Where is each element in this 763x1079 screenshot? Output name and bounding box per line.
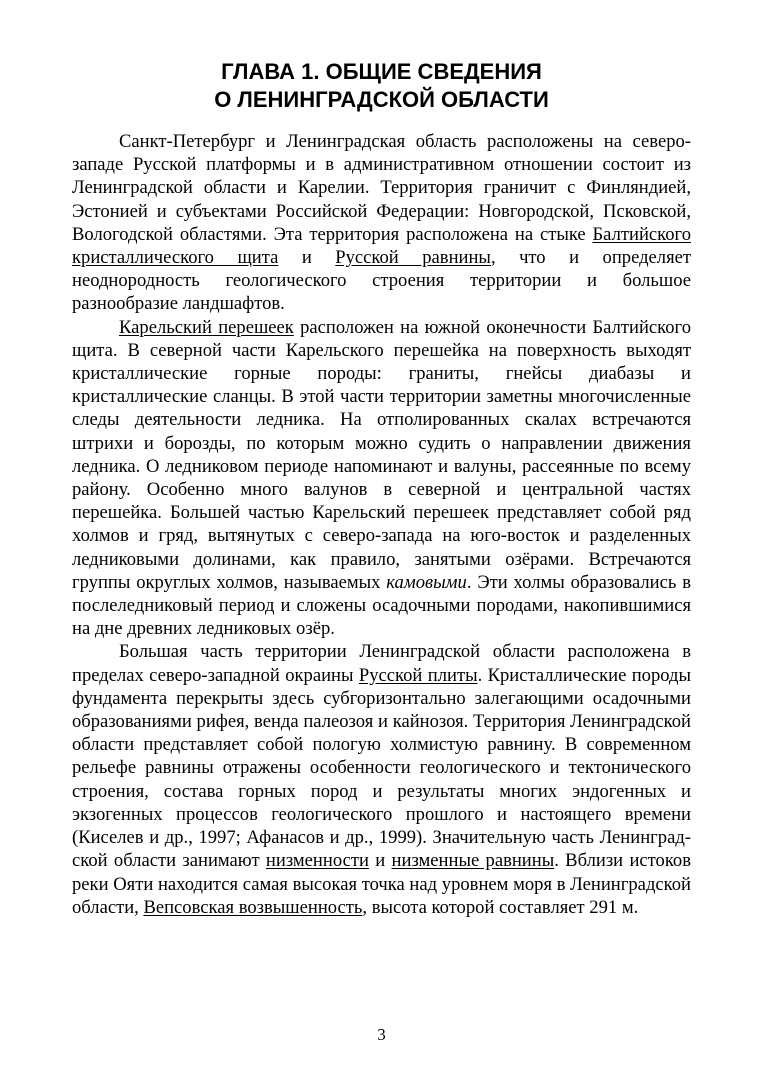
page-number: 3 — [377, 1025, 386, 1044]
link-lowland-plains[interactable]: низменные равнины — [391, 850, 555, 872]
chapter-body — [72, 130, 691, 919]
italic-term: камовыми — [386, 571, 467, 593]
paragraph-2 — [72, 316, 691, 641]
link-russian-plate[interactable]: Русской плиты — [358, 664, 478, 686]
text-run: . Вблизи истоков реки Ояти находится самая высокая точка над уровнем моря в Ленинградской области, — [72, 850, 691, 918]
text-run: . Кристаллические породы фундамента перекрыты здесь субгоризонтально залегающими осадочными образованиями рифея, венда палеозоя и кайнозоя. Территория Ленинградской области представляет собой пологую холмистую равнину. В современном рельефе равнины отражены особенности геологического и тектонического строения, состава горных пород и результаты многих эндогенных и экзогенных процессов геологического прошлого и настоящего времени (Киселев и др., 1997; Афанасов и др., 1999). Значительную часть Ленинградской области занимают — [72, 664, 691, 872]
text-run: и — [278, 247, 336, 269]
text-run: Санкт-Петербург и Ленинградская область расположены на северо-западе Русской платформы и в административном отношении состоит из Ленинградской области и Карелии. Территория граничит с Финляндией, Эстонией и субъектами Российской Федерации: Новгородской, Псковской, Вологодской областями. Эта территория расположена на стыке — [72, 131, 691, 245]
text-run: Большая часть территории Ленинградской области расположена в пределах северо-западной окраины — [72, 641, 691, 686]
text-run: . Эти холмы образовались в послеледниковый период и сложены осадочными породами, накопившимися на дне древних ледниковых озёр. — [72, 571, 691, 640]
link-russian-plain[interactable]: Русской равнины — [335, 247, 491, 269]
chapter-title — [72, 58, 691, 114]
link-lowlands[interactable]: низменности — [265, 850, 369, 872]
text-run: и — [368, 850, 392, 872]
link-vepsian-upland[interactable]: Вепсовская возвышенность — [143, 896, 363, 918]
paragraph-1 — [72, 130, 691, 316]
text-run: , что и определяет неоднородность геологического строения территории и большое разнообразие ландшафтов. — [72, 247, 692, 315]
text-run: расположен на южной оконечности Балтийского щита. В северной части Карельского перешейка на поверхность выходят кристаллические горные породы: граниты, гнейсы диабазы и кристаллические сланцы. В этой части территории заметны многочисленные следы деятельности ледника. На отполированных скалах встречаются штрихи и борозды, по которым можно судить о направлении движения ледника. О ледниковом периоде напоминают и валуны, рассеянные по всему району. Особенно много валунов в северной и центральной частях перешейка. Большей частью Карельский перешеек представляет собой ряд холмов и гряд, вытянутых с северо-запада на юго-восток и разделенных ледниковыми долинами, как правило, занятыми озёрами. Встречаются группы округлых холмов, называемых — [72, 316, 691, 593]
chapter-title-line-2: О ЛЕНИНГРАДСКОЙ ОБЛАСТИ — [214, 87, 549, 112]
link-baltic-shield[interactable]: Балтийского кристаллического щита — [72, 223, 691, 269]
chapter-title-line-1: ГЛАВА 1. ОБЩИЕ СВЕДЕНИЯ — [221, 59, 542, 84]
link-karelian-isthmus[interactable]: Карельский перешеек — [119, 316, 294, 338]
text-run: , высота которой составляет 291 м. — [362, 896, 639, 918]
paragraph-3 — [72, 640, 691, 918]
